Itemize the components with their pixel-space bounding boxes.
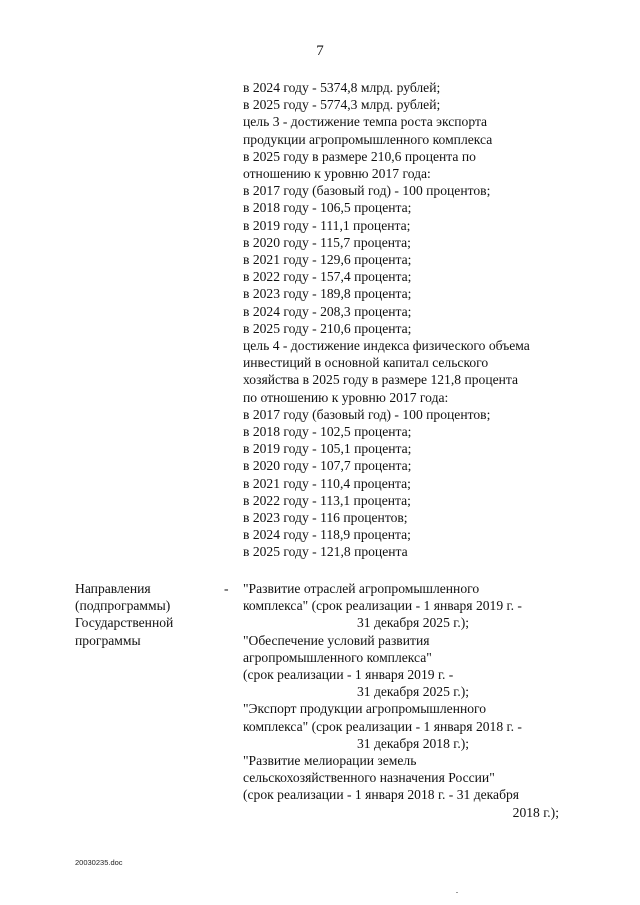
text-line: в 2017 году (базовый год) - 100 процентов;: [243, 406, 491, 422]
text-line: в 2025 году в размере 210,6 процента по: [243, 148, 476, 164]
text-line: отношению к уровню 2017 года:: [243, 166, 431, 182]
value-line: "Обеспечение условий развития: [243, 632, 430, 648]
text-line: в 2025 году - 5774,3 млрд. рублей;: [243, 97, 441, 113]
text-line: в 2024 году - 118,9 процента;: [243, 527, 411, 543]
page-number: 7: [316, 43, 324, 59]
value-line: сельскохозяйственного назначения России": [243, 770, 495, 786]
text-line: в 2025 году - 210,6 процента;: [243, 320, 412, 336]
text-line: в 2023 году - 116 процентов;: [243, 510, 408, 526]
text-line: в 2024 году - 5374,8 млрд. рублей;: [243, 80, 441, 95]
label-value-dash: -: [224, 581, 229, 596]
text-line: по отношению к уровню 2017 года:: [243, 389, 449, 405]
value-line: 2018 г.);: [512, 804, 559, 820]
value-line: 31 декабря 2025 г.);: [356, 615, 470, 631]
text-line: в 2025 году - 121,8 процента: [243, 544, 408, 560]
text-line: в 2024 году - 208,3 процента;: [243, 303, 412, 319]
value-line: агропромышленного комплекса": [243, 649, 432, 665]
label-line: Направления: [75, 581, 151, 596]
label-line: программы: [75, 632, 141, 648]
text-line: в 2019 году - 105,1 процента;: [243, 441, 412, 457]
value-line: комплекса" (срок реализации - 1 января 2019 г. -: [243, 598, 522, 614]
label-line: (подпрограммы): [75, 598, 171, 614]
document-filename: 20030235.doc: [75, 858, 123, 867]
directions-label: [75, 580, 220, 649]
value-line: 31 декабря 2025 г.);: [356, 684, 470, 700]
text-line: в 2022 году - 157,4 процента;: [243, 269, 412, 285]
scan-speck: [456, 892, 458, 893]
text-line: цель 4 - достижение индекса физического объема: [243, 338, 530, 354]
text-line: в 2020 году - 107,7 процента;: [243, 458, 412, 474]
text-line: в 2022 году - 113,1 процента;: [243, 492, 411, 508]
text-line: инвестиций в основной капитал сельского: [243, 355, 489, 371]
value-line: 31 декабря 2018 г.);: [356, 735, 470, 751]
text-line: в 2018 году - 106,5 процента;: [243, 200, 412, 216]
text-line: в 2017 году (базовый год) - 100 процентов;: [243, 183, 491, 199]
text-line: продукции агропромышленного комплекса: [243, 131, 493, 147]
text-line: цель 3 - достижение темпа роста экспорта: [243, 114, 488, 130]
label-line: Государственной: [75, 615, 174, 631]
text-line: в 2021 году - 110,4 процента;: [243, 475, 411, 491]
value-line: (срок реализации - 1 января 2019 г. -: [243, 667, 454, 683]
text-line: хозяйства в 2025 году в размере 121,8 процента: [243, 372, 519, 388]
directions-value-block: [243, 580, 583, 821]
text-line: в 2020 году - 115,7 процента;: [243, 234, 411, 250]
value-line: "Развитие отраслей агропромышленного: [243, 581, 480, 596]
text-line: в 2023 году - 189,8 процента;: [243, 286, 412, 302]
text-line: в 2018 году - 102,5 процента;: [243, 424, 412, 440]
text-line: в 2021 году - 129,6 процента;: [243, 252, 412, 268]
value-line: (срок реализации - 1 января 2018 г. - 31 декабря: [243, 787, 520, 803]
text-line: в 2019 году - 111,1 процента;: [243, 217, 411, 233]
value-line: "Развитие мелиорации земель: [243, 753, 417, 769]
value-line: комплекса" (срок реализации - 1 января 2018 г. -: [243, 718, 522, 734]
goals-text-block: [243, 79, 583, 561]
value-line: "Экспорт продукции агропромышленного: [243, 701, 487, 717]
